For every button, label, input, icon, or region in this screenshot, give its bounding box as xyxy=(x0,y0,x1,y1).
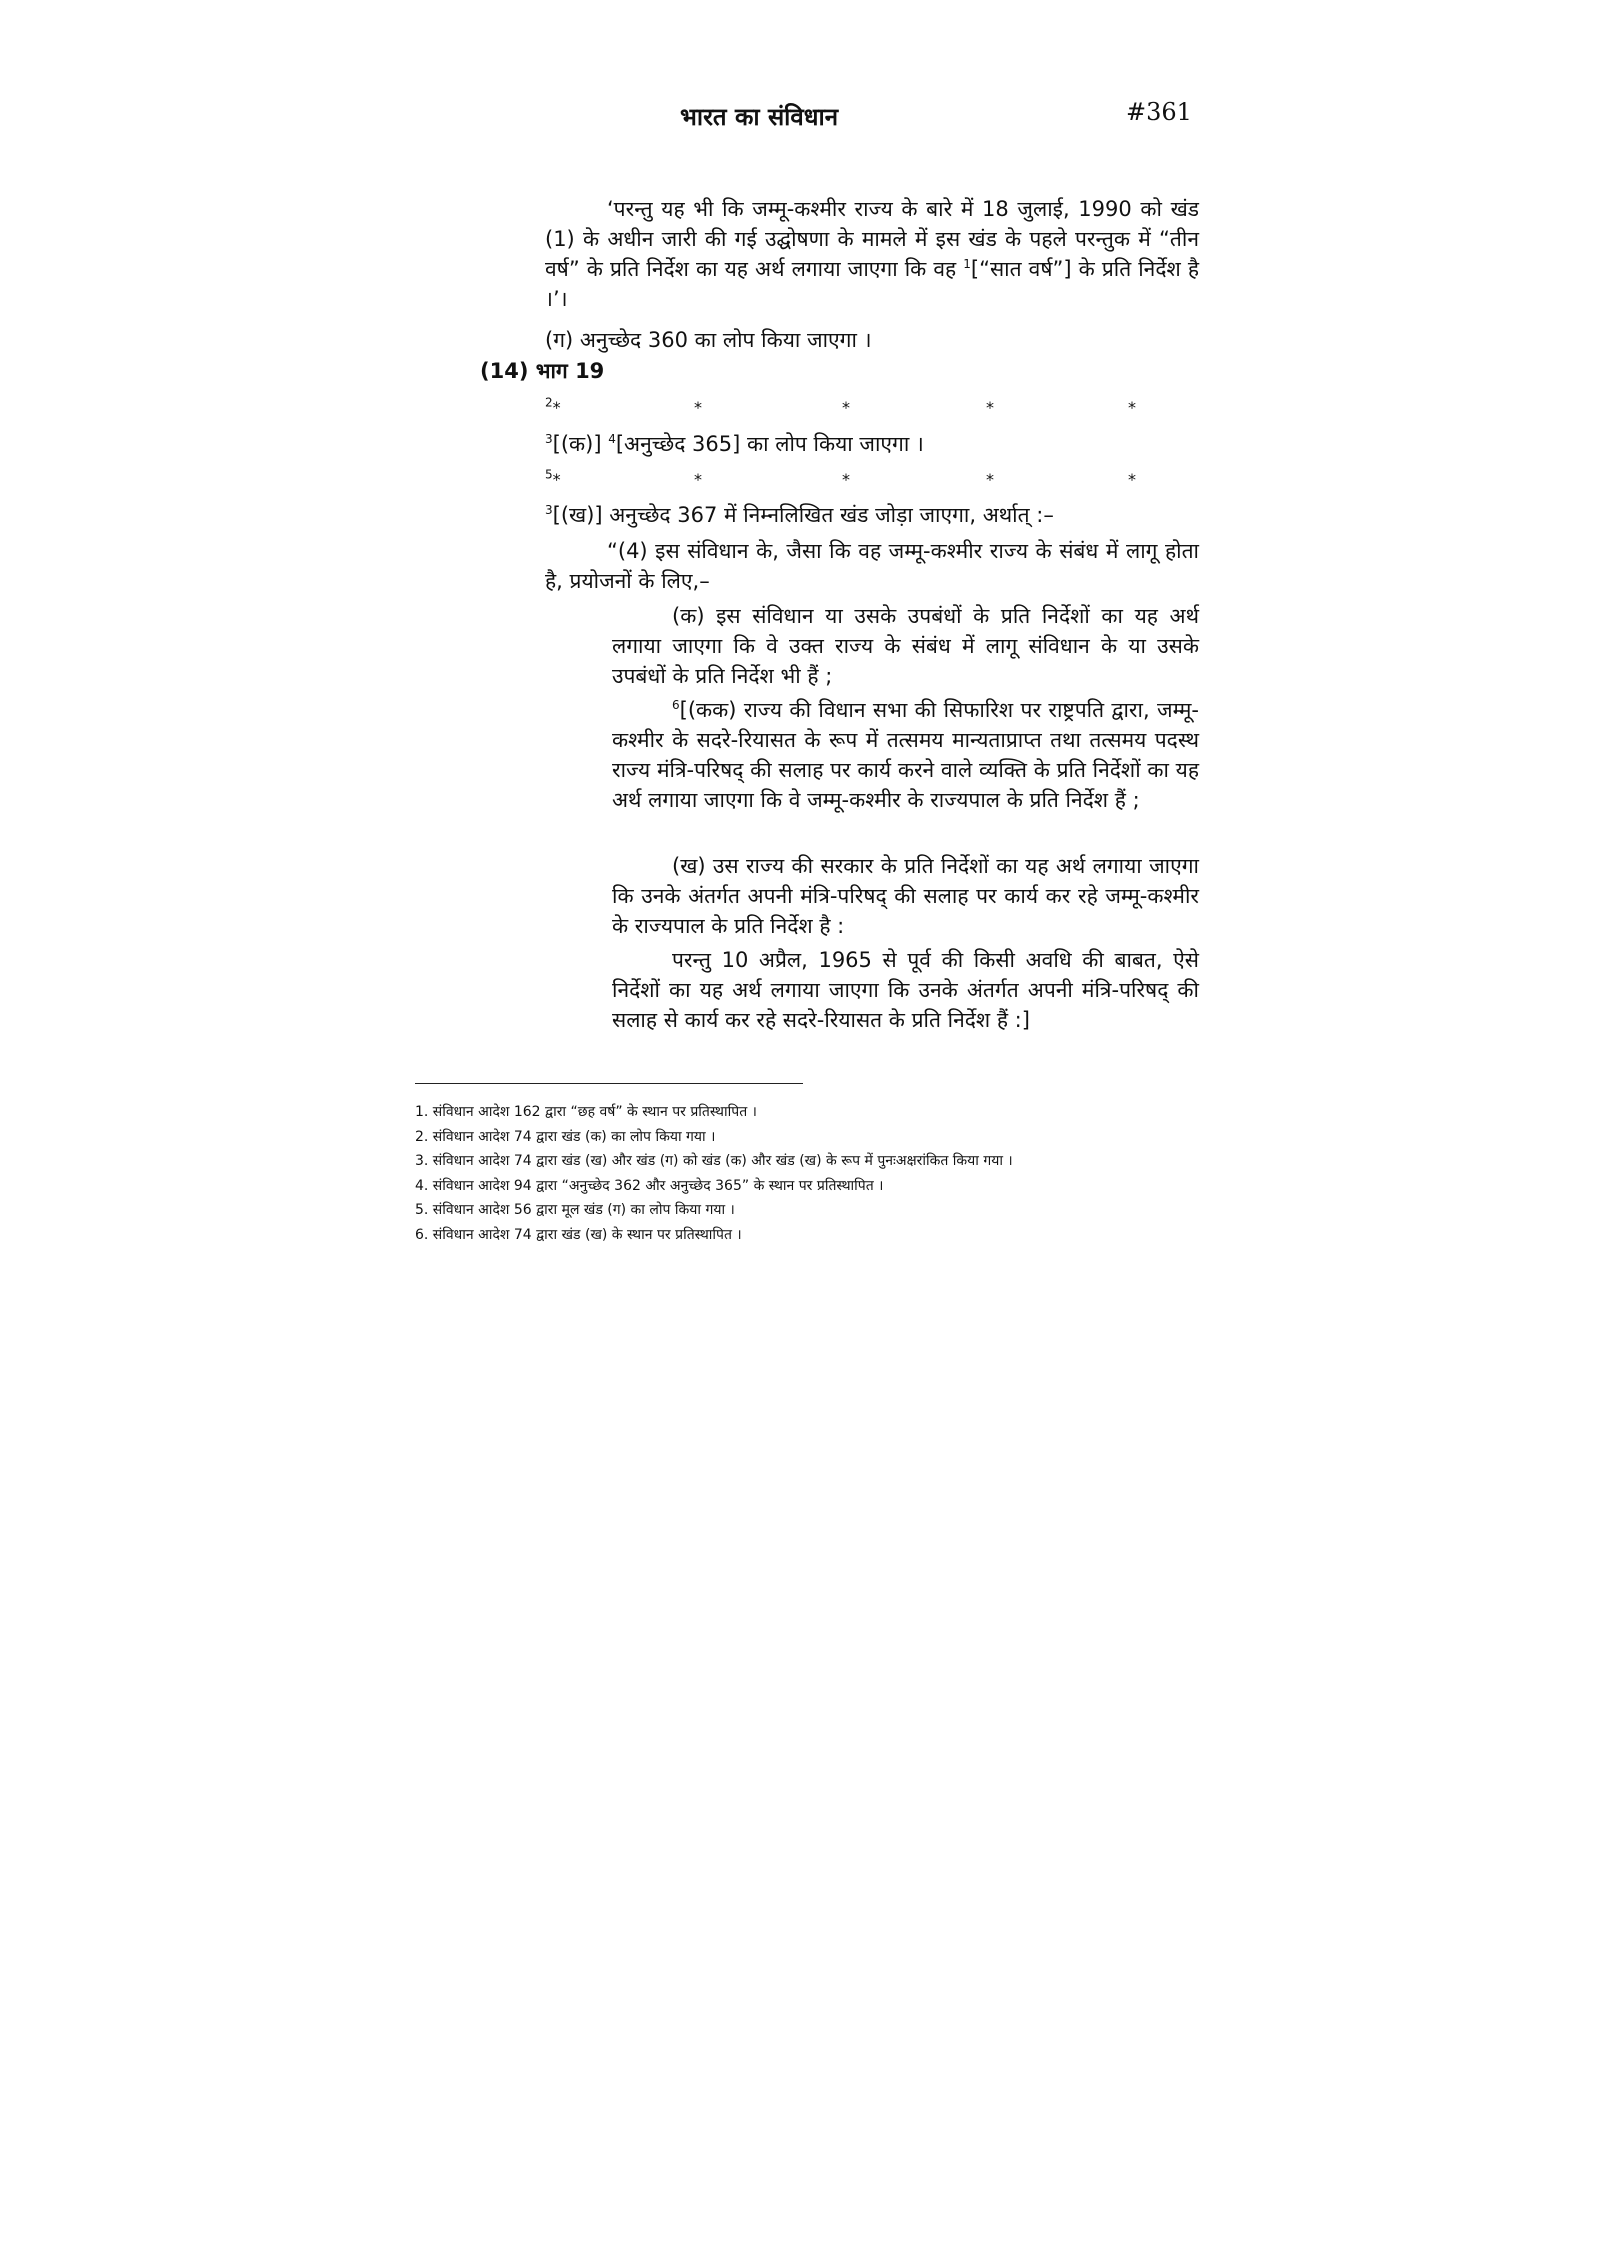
sub-clause-ka: (क) इस संविधान या उसके उपबंधों के प्रति निर्देशों का यह अर्थ लगाया जाएगा कि वे उक्त राज्य के संबंध में लागू संविधान के या उसके उपबंधों के प्रति निर्देश भी हैं ; xyxy=(612,604,1199,688)
footnote-1: 1. संविधान आदेश 162 द्वारा “छह वर्ष” के स्थान पर प्रतिस्थापित । xyxy=(415,1104,757,1120)
footnote-3: 3. संविधान आदेश 74 द्वारा खंड (ख) और खंड (ग) को खंड (क) और खंड (ख) के रूप में पुनःअक्षरांकित किया गया । xyxy=(415,1153,1013,1169)
page-header xyxy=(0,100,1600,140)
star: * xyxy=(694,470,702,489)
proviso-paragraph xyxy=(545,194,1199,314)
clause-kha: $^3$[(ख)] अनुच्छेद 367 में निम्नलिखित खंड जोड़ा जाएगा, अर्थात् :– xyxy=(545,503,1054,527)
star: * xyxy=(986,470,994,489)
sub-clause-4: “(4) इस संविधान के, जैसा कि वह जम्मू-कश्मीर राज्य के संबंध में लागू होता है, प्रयोजनों के लिए,– xyxy=(545,539,1199,593)
footnote-ref-3: 3 xyxy=(545,432,553,446)
final-proviso: परन्तु 10 अप्रैल, 1965 से पूर्व की किसी अवधि की बाबत, ऐसे निर्देशों का यह अर्थ लगाया जाएगा कि उनके अंतर्गत अपनी मंत्रि-परिषद् की सलाह से कार्य कर रहे सदरे-रियासत के प्रति निर्देश हैं :] xyxy=(612,948,1199,1032)
proviso-text: ‘परन्तु यह भी कि जम्मू-कश्मीर राज्य के बारे में 18 जुलाई, 1990 को खंड (1) के अधीन जारी की गई उद्घोषणा के मामले में इस खंड के पहले परन्तुक में “तीन वर्ष” के प्रति निर्देश का यह अर्थ लगाया जाएगा कि वह xyxy=(545,197,1199,281)
footnote-2: 2. संविधान आदेश 74 द्वारा खंड (क) का लोप किया गया । xyxy=(415,1128,716,1145)
footnote-ref-3: 3 xyxy=(545,503,553,517)
footnote-ref-6: 6 xyxy=(672,698,680,712)
clause-ka: $^3$[(क)] $^4$[अनुच्छेद 365] का लोप किया जाएगा । xyxy=(545,432,924,456)
stars-footnote-ref: $^5$ * xyxy=(545,467,561,489)
star: * xyxy=(842,470,850,489)
sub-clause-kaka: $^6$[(कक) राज्य की विधान सभा की सिफारिश पर राष्ट्रपति द्वारा, जम्मू-कश्मीर के सदरे-रियासत के रूप में तत्समय मान्यताप्राप्त तथा तत्समय पदस्थ राज्य मंत्रि-परिषद् की सलाह पर कार्य करने वाले व्यक्ति के प्रति निर्देशों का यह अर्थ लगाया जाएगा कि वे जम्मू-कश्मीर के राज्यपाल के प्रति निर्देश हैं ; xyxy=(612,698,1199,812)
footnote-ref-1: 1 xyxy=(963,257,971,271)
footnote-6: 6. संविधान आदेश 74 द्वारा खंड (ख) के स्थान पर प्रतिस्थापित । xyxy=(415,1226,742,1243)
clause-ga: (ग) अनुच्छेद 360 का लोप किया जाएगा । xyxy=(545,328,872,352)
sub-clause-kha: (ख) उस राज्य की सरकार के प्रति निर्देशों का यह अर्थ लगाया जाएगा कि उनके अंतर्गत अपनी मंत्रि-परिषद् की सलाह पर कार्य कर रहे जम्मू-कश्मीर के राज्यपाल के प्रति निर्देश है : xyxy=(612,854,1199,938)
star: * xyxy=(842,398,850,417)
star: * xyxy=(986,398,994,417)
part-heading: (14) भाग 19 xyxy=(480,359,605,383)
footnote-4: 4. संविधान आदेश 94 द्वारा “अनुच्छेद 362 और अनुच्छेद 365” के स्थान पर प्रतिस्थापित । xyxy=(415,1177,884,1194)
star: * xyxy=(694,398,702,417)
omitted-clause-row-2 xyxy=(545,467,1145,494)
footnote-5: 5. संविधान आदेश 56 द्वारा मूल खंड (ग) का लोप किया गया । xyxy=(415,1202,735,1218)
page-title: भारत का संविधान xyxy=(680,103,839,131)
footnote-divider xyxy=(415,1083,803,1084)
star: * xyxy=(1128,470,1136,489)
footnote-ref-4: 4 xyxy=(608,432,616,446)
proviso-tail: [“सात वर्ष”] के प्रति निर्देश है ।’। xyxy=(545,257,1199,311)
footnotes xyxy=(415,1100,1235,1247)
omitted-clause-row-1 xyxy=(545,395,1145,422)
stars-footnote-ref: $^2$ * xyxy=(545,395,561,417)
page-number: #361 xyxy=(1126,98,1192,126)
star: * xyxy=(1128,398,1136,417)
